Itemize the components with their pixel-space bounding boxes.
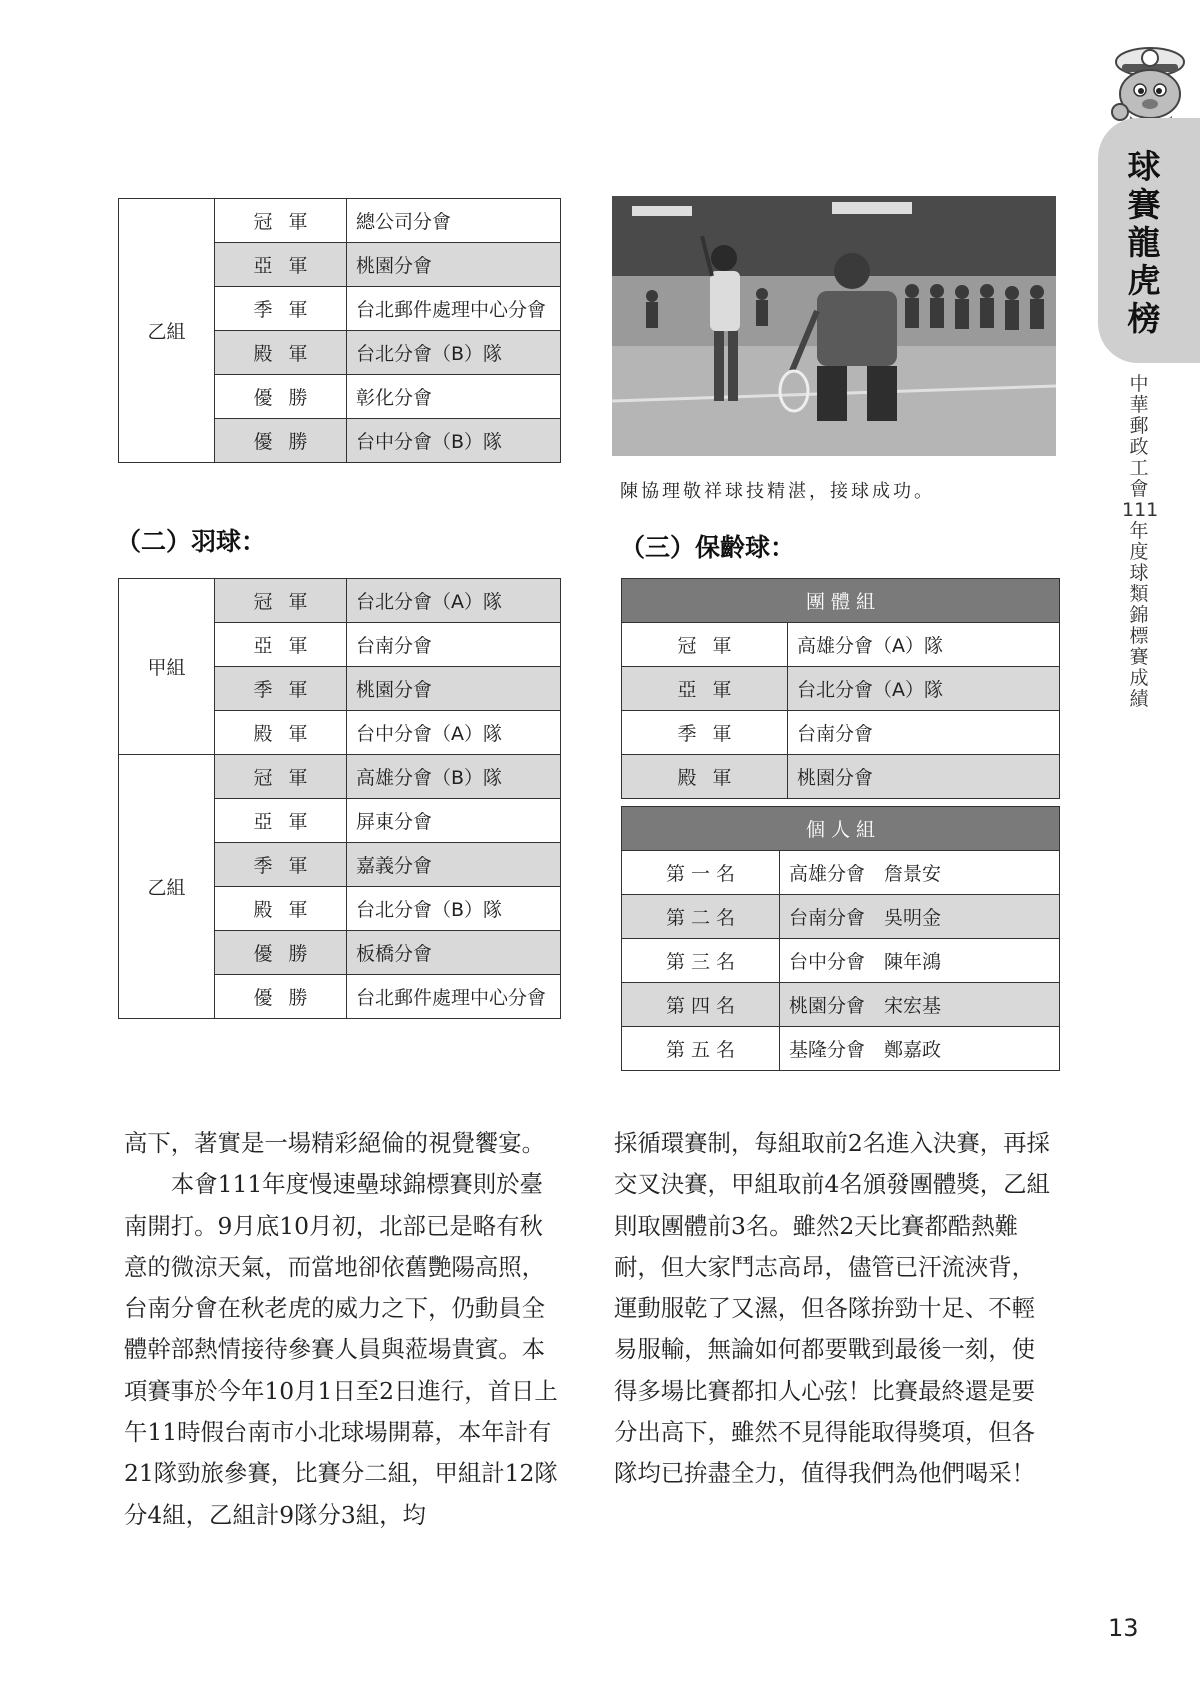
page-number: 13 (1108, 1614, 1139, 1642)
photo-caption: 陳協理敬祥球技精湛，接球成功。 (620, 481, 935, 502)
side-subtitle: 中 華 郵 政 工 會 111 年 度 球 類 錦 標 賽 成 績 (1122, 373, 1159, 710)
team-cell: 台南分會 (347, 623, 561, 667)
rank-cell: 殿軍 (215, 331, 347, 375)
bowling-individual-table (621, 806, 1060, 1071)
team-cell: 台中分會（A）隊 (347, 711, 561, 755)
place-cell: 第四名 (622, 983, 780, 1027)
team-cell: 桃園分會 (347, 243, 561, 287)
team-cell: 板橋分會 (347, 931, 561, 975)
player-cell: 高雄分會 詹景安 (780, 851, 1060, 895)
rank-cell: 亞軍 (215, 243, 347, 287)
rank-cell: 優勝 (215, 419, 347, 463)
team-cell: 台北分會（B）隊 (347, 887, 561, 931)
team-cell: 高雄分會（B）隊 (347, 755, 561, 799)
team-cell: 台北分會（A）隊 (788, 667, 1060, 711)
team-cell: 台北分會（B）隊 (347, 331, 561, 375)
article-paragraph: 本會111年度慢速壘球錦標賽則於臺南開打。9月底10月初，北部已是略有秋意的微涼天氣，而當地卻依舊艷陽高照，台南分會在秋老虎的威力之下，仍動員全體幹部熱情接待參賽人員與蒞場貴賓。本項賽事於今年10月1日至2日進行，首日上午11時假台南市小北球場開幕，本年計有21隊勁旅參賽，比賽分二組，甲組計12隊分4組，乙組計9隊分3組，均 (124, 1170, 558, 1529)
bowling-section-title: （三）保齡球： (620, 533, 796, 562)
team-cell: 嘉義分會 (347, 843, 561, 887)
player-cell: 桃園分會 宋宏基 (780, 983, 1060, 1027)
team-cell: 總公司分會 (347, 199, 561, 243)
group-label: 甲組 (119, 579, 215, 755)
rank-cell: 季軍 (622, 711, 788, 755)
badminton-results-table (118, 578, 561, 1019)
rank-cell: 亞軍 (622, 667, 788, 711)
article-paragraph: 採循環賽制，每組取前2名進入決賽，再採交叉決賽，甲組取前4名頒發團體獎，乙組則取團體前3名。雖然2天比賽都酷熱難耐，但大家鬥志高昂，儘管已汗流浹背，運動服乾了又濕，但各隊拚勁十足、不輕易服輸，無論如何都要戰到最後一刻，使得多場比賽都扣人心弦！比賽最終還是要分出高下，雖然不見得能取得獎項，但各隊均已拚盡全力，值得我們為他們喝采！ (614, 1129, 1050, 1488)
team-cell: 台南分會 (788, 711, 1060, 755)
place-cell: 第五名 (622, 1027, 780, 1071)
individual-group-header: 個人組 (622, 807, 1060, 851)
rank-cell: 季軍 (215, 667, 347, 711)
team-cell: 台北分會（A）隊 (347, 579, 561, 623)
rank-cell: 殿軍 (215, 711, 347, 755)
team-cell: 高雄分會（A）隊 (788, 623, 1060, 667)
side-title: 球 賽 龍 虎 榜 (1127, 147, 1161, 338)
player-cell: 台中分會 陳年鴻 (780, 939, 1060, 983)
rank-cell: 優勝 (215, 375, 347, 419)
team-cell: 台北郵件處理中心分會 (347, 975, 561, 1019)
place-cell: 第三名 (622, 939, 780, 983)
team-cell: 台中分會（B）隊 (347, 419, 561, 463)
rank-cell: 季軍 (215, 843, 347, 887)
rank-cell: 季軍 (215, 287, 347, 331)
team-cell: 彰化分會 (347, 375, 561, 419)
team-cell: 台北郵件處理中心分會 (347, 287, 561, 331)
article-left-column (124, 1123, 562, 1536)
place-cell: 第二名 (622, 895, 780, 939)
rank-cell: 冠軍 (215, 579, 347, 623)
rank-cell: 優勝 (215, 975, 347, 1019)
place-cell: 第一名 (622, 851, 780, 895)
bowling-team-table (621, 578, 1060, 799)
rank-cell: 冠軍 (215, 755, 347, 799)
rank-cell: 殿軍 (622, 755, 788, 799)
team-group-header: 團體組 (622, 579, 1060, 623)
article-right-column (614, 1123, 1058, 1495)
badminton-section-title: （二）羽球： (116, 527, 267, 556)
group-label: 乙組 (119, 199, 215, 463)
group-label: 乙組 (119, 755, 215, 1019)
team-cell: 屏東分會 (347, 799, 561, 843)
team-cell: 桃園分會 (347, 667, 561, 711)
badminton-photo (612, 196, 1056, 456)
results-table-group-b-top (118, 198, 561, 463)
article-paragraph: 高下，著實是一場精彩絕倫的視覺饗宴。 (124, 1129, 546, 1157)
rank-cell: 冠軍 (215, 199, 347, 243)
rank-cell: 優勝 (215, 931, 347, 975)
player-cell: 基隆分會 鄭嘉政 (780, 1027, 1060, 1071)
team-cell: 桃園分會 (788, 755, 1060, 799)
rank-cell: 亞軍 (215, 623, 347, 667)
rank-cell: 冠軍 (622, 623, 788, 667)
rank-cell: 殿軍 (215, 887, 347, 931)
player-cell: 台南分會 吳明金 (780, 895, 1060, 939)
rank-cell: 亞軍 (215, 799, 347, 843)
